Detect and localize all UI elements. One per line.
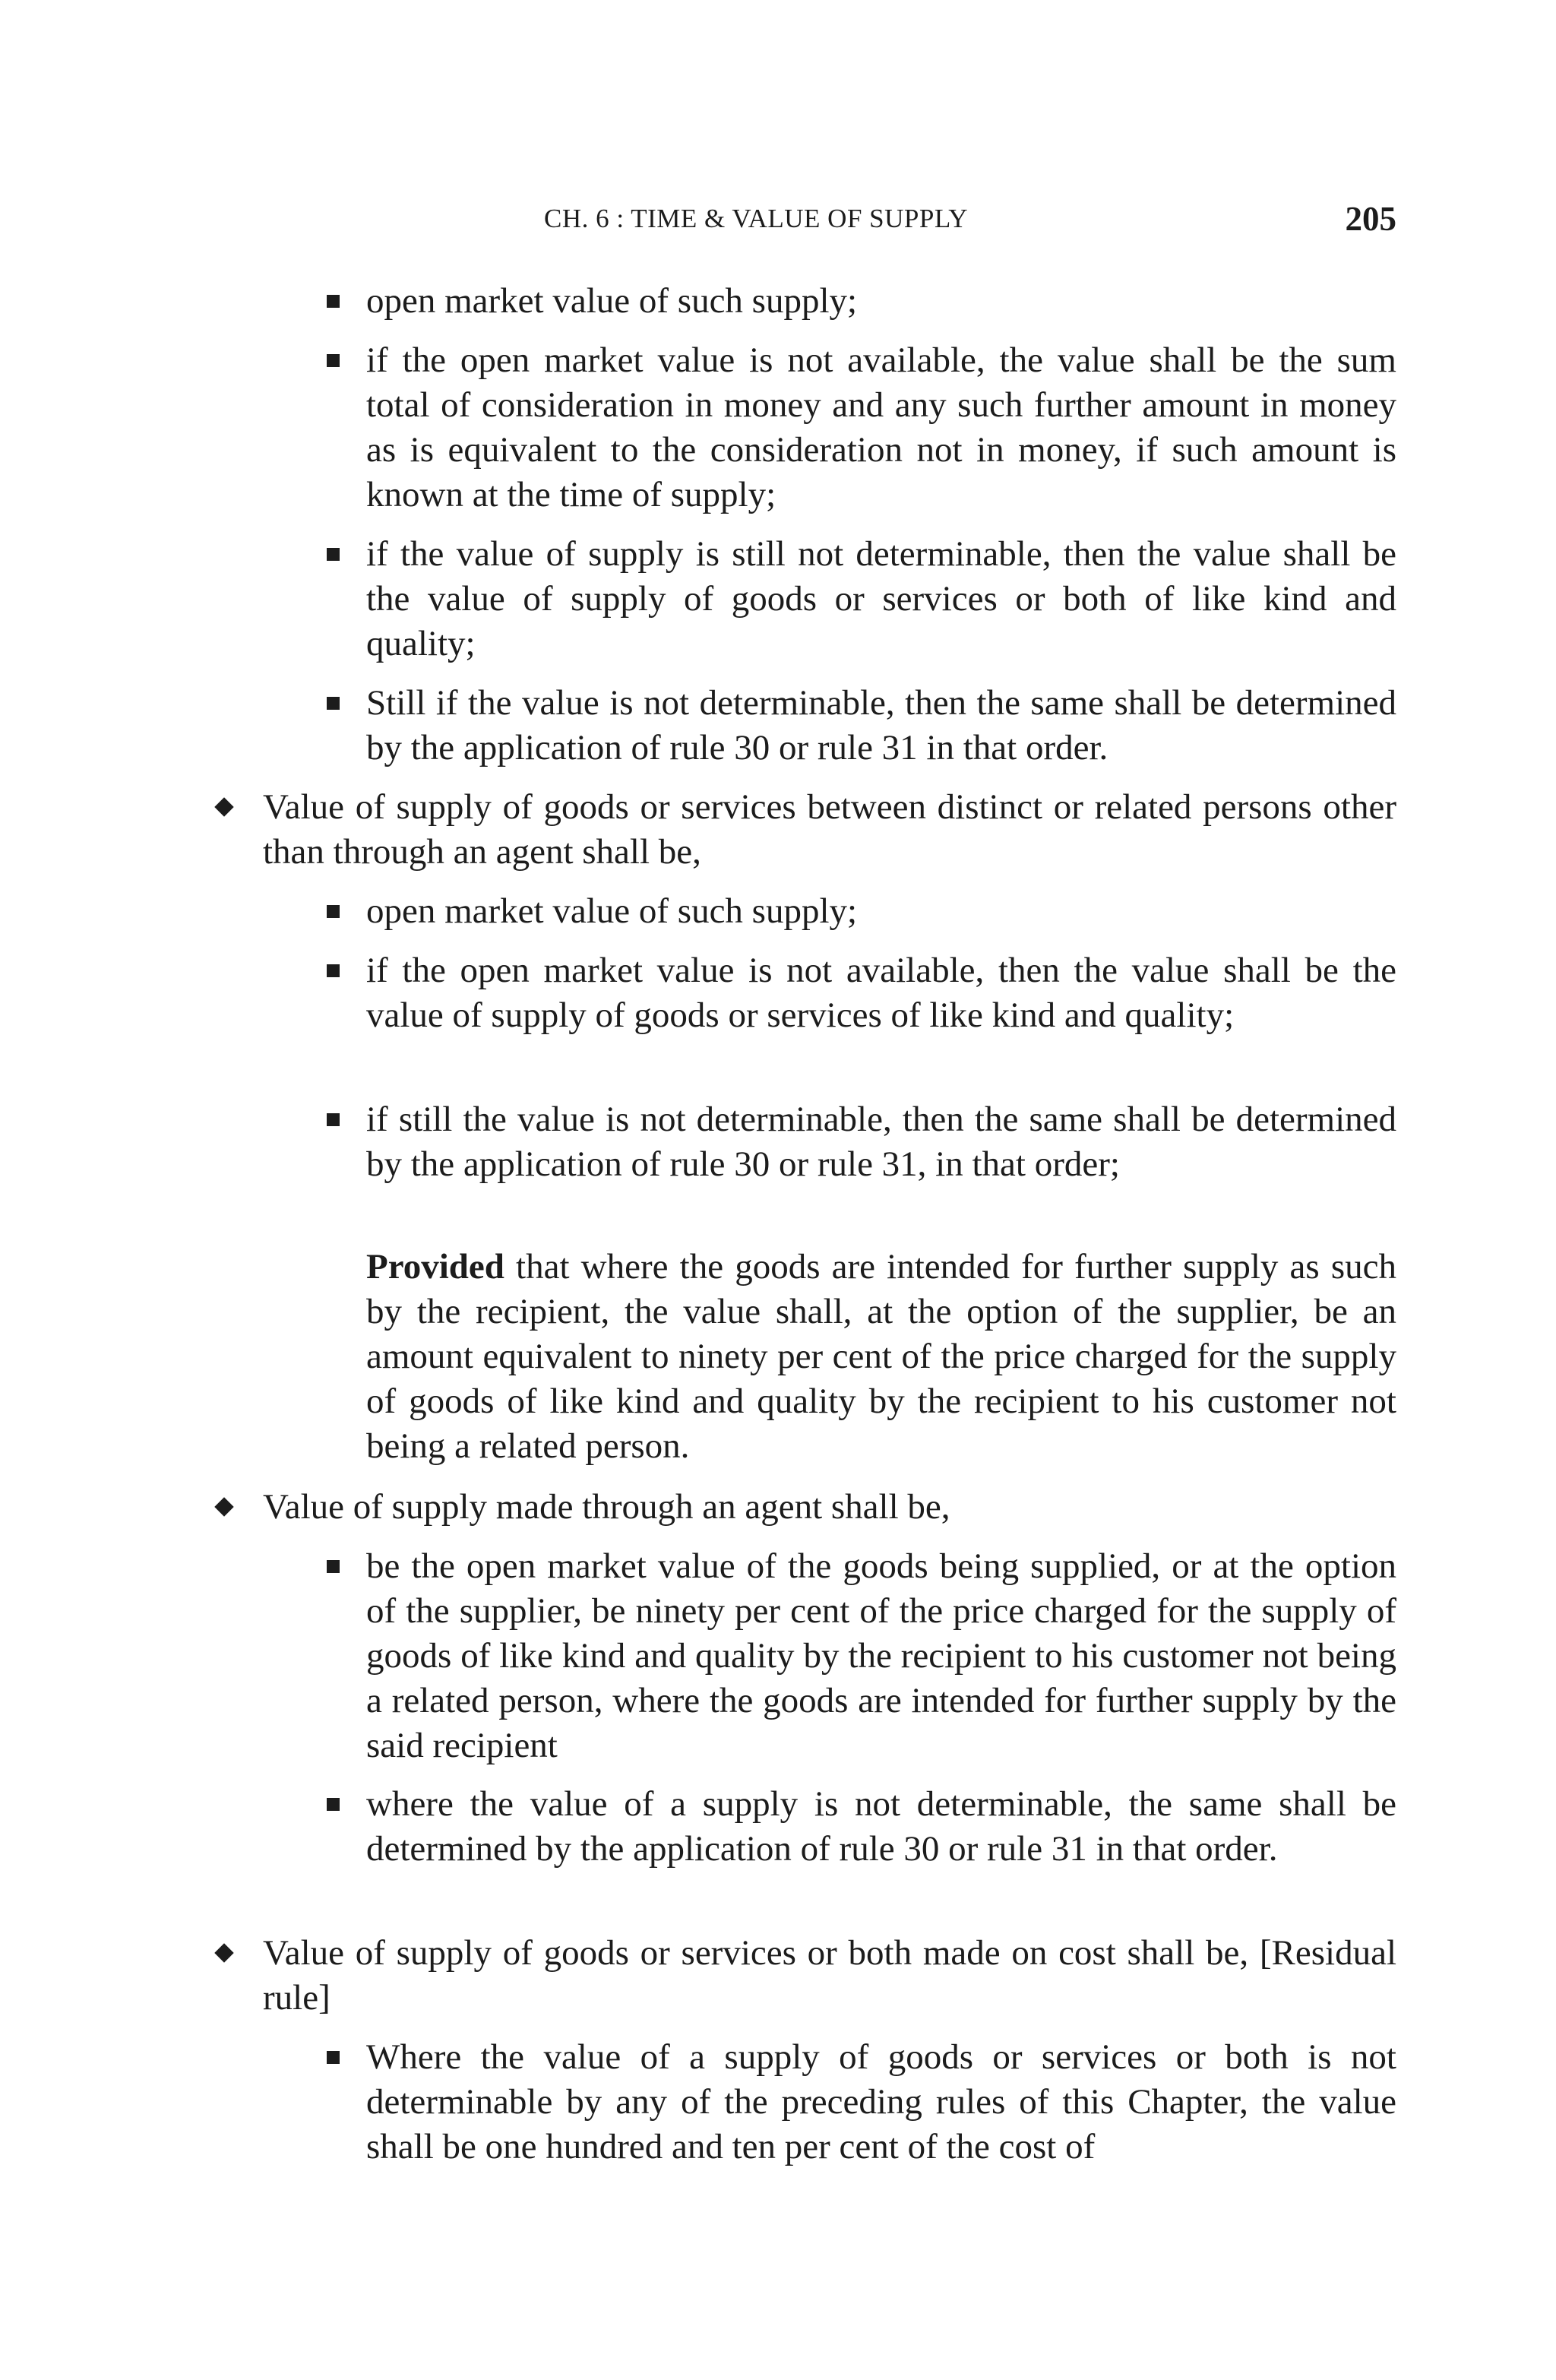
list-item-text: if still the value is not determinable, then the same shall be determined by the application of rule 30 or rule 31, in that order; xyxy=(366,1100,1396,1184)
square-bullet-icon xyxy=(327,697,340,710)
square-bullet-icon xyxy=(327,1560,340,1573)
list-item xyxy=(366,889,1396,934)
square-bullet-icon xyxy=(327,2051,340,2064)
list-item-text: if the open market value is not available, the value shall be the sum total of consideration in money and any such further amount in money as is equivalent to the consideration not in money, if such amount is known at the time of supply; xyxy=(366,340,1396,514)
list-item-text: Still if the value is not determinable, then the same shall be determined by the application of rule 30 or rule 31 in that order. xyxy=(366,683,1396,767)
list-item xyxy=(366,1544,1396,1768)
list-item xyxy=(366,681,1396,771)
proviso xyxy=(366,1245,1396,1469)
section-item-text: Value of supply of goods or services between distinct or related persons other than through an agent shall be, xyxy=(263,787,1396,872)
diamond-bullet-icon xyxy=(214,797,233,816)
section-item xyxy=(263,1931,1396,2021)
running-head xyxy=(0,199,1556,245)
page-number: 205 xyxy=(1345,200,1396,238)
square-bullet-icon xyxy=(327,1113,340,1126)
list-item xyxy=(366,2035,1396,2170)
list-item-text: Where the value of a supply of goods or services or both is not determinable by any of the preceding rules of this Chapter, the value shall be one hundred and ten per cent of the cost of xyxy=(366,2037,1396,2166)
list-item xyxy=(366,338,1396,517)
square-bullet-icon xyxy=(327,905,340,918)
square-bullet-icon xyxy=(327,964,340,977)
list-item xyxy=(366,948,1396,1038)
list-item-text: be the open market value of the goods being supplied, or at the option of the supplier, be ninety per cent of the price charged for the supply of goods of like kind and quality by the recipient to his customer not being a related person, where the goods are intended for further supply by the said recipient xyxy=(366,1546,1396,1765)
list-item-text: if the value of supply is still not determinable, then the value shall be the value of supply of goods or services or both of like kind and quality; xyxy=(366,534,1396,663)
list-item-text: where the value of a supply is not determinable, the same shall be determined by the application of rule 30 or rule 31 in that order. xyxy=(366,1784,1396,1869)
list-item-text: if the open market value is not available, then the value shall be the value of supply of goods or services of like kind and quality; xyxy=(366,951,1396,1035)
list-item-text: open market value of such supply; xyxy=(366,891,858,931)
section-item-text: Value of supply of goods or services or both made on cost shall be, [Residual rule] xyxy=(263,1933,1396,2018)
square-bullet-icon xyxy=(327,295,340,308)
list-item xyxy=(366,532,1396,666)
square-bullet-icon xyxy=(327,548,340,561)
list-item xyxy=(366,1782,1396,1872)
list-item xyxy=(366,1097,1396,1187)
section-item xyxy=(263,785,1396,875)
diamond-bullet-icon xyxy=(214,1943,233,1962)
proviso-lead: Provided xyxy=(366,1247,504,1287)
section-item-text: Value of supply made through an agent shall be, xyxy=(263,1487,950,1527)
list-item xyxy=(366,279,1396,324)
diamond-bullet-icon xyxy=(214,1497,233,1516)
proviso-text: that where the goods are intended for further supply as such by the recipient, the value shall, at the option of the supplier, be an amount equivalent to ninety per cent of the price charged for the supply of goods of like kind and quality by the recipient to his customer not being a related person. xyxy=(366,1247,1396,1466)
chapter-title: CH. 6 : TIME & VALUE OF SUPPLY xyxy=(544,204,968,233)
section-item xyxy=(263,1485,1396,1530)
list-item-text: open market value of such supply; xyxy=(366,281,858,321)
square-bullet-icon xyxy=(327,354,340,367)
square-bullet-icon xyxy=(327,1798,340,1811)
